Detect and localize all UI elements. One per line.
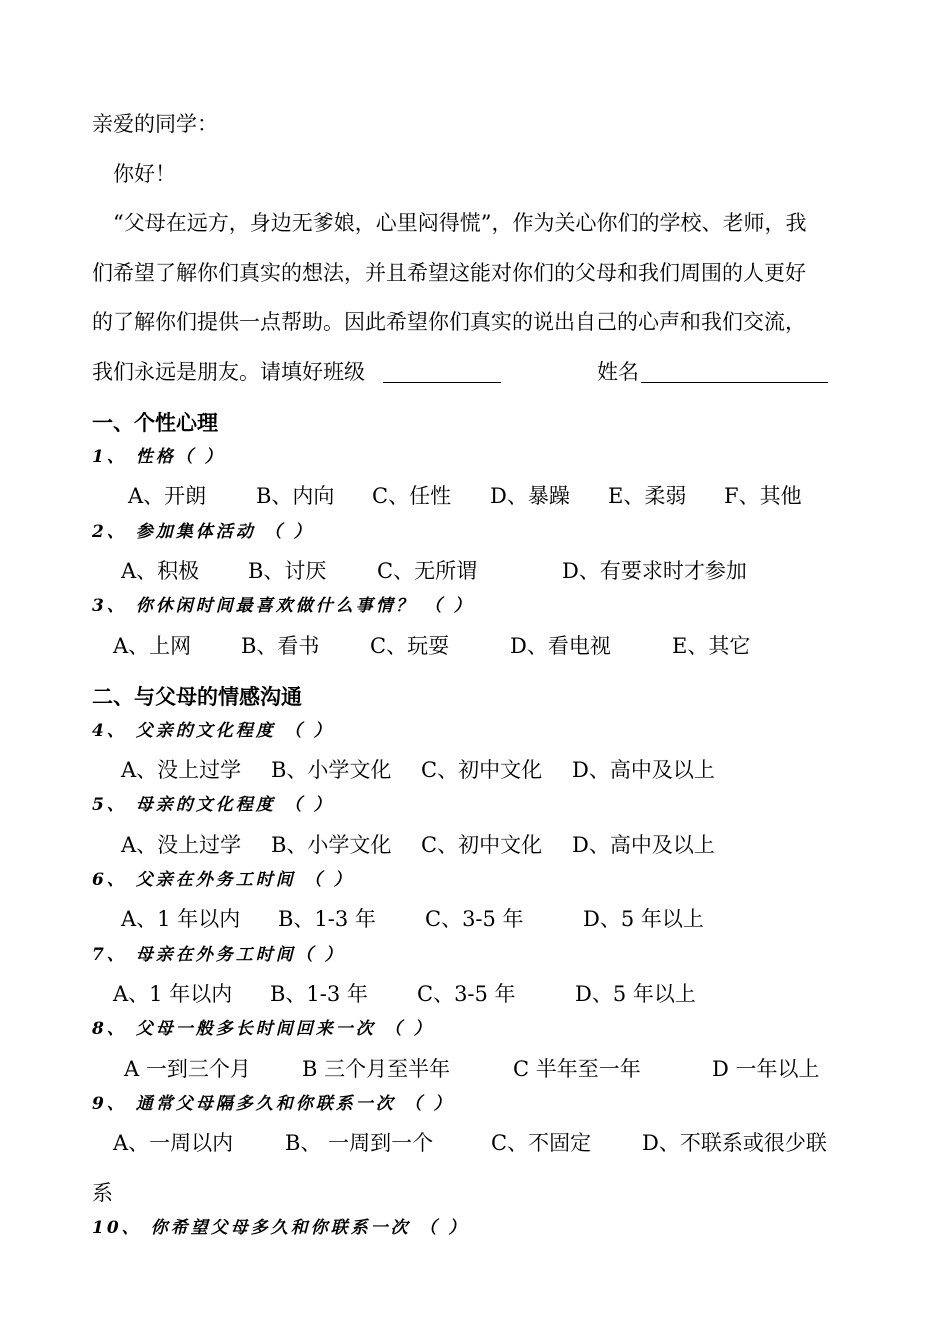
q5-option-a[interactable]: A、没上过学: [121, 833, 242, 857]
q8-option-c[interactable]: C 半年至一年: [513, 1057, 641, 1081]
q7-option-d[interactable]: D、5 年以上: [575, 982, 696, 1006]
q3-option-b[interactable]: B、看书: [241, 634, 320, 658]
q4-option-b[interactable]: B、小学文化: [271, 758, 392, 782]
q3-option-a[interactable]: A、上网: [113, 634, 192, 658]
q1-option-e[interactable]: E、柔弱: [608, 484, 687, 508]
q9-option-d[interactable]: D、不联系或很少联: [642, 1131, 827, 1155]
q1-option-c[interactable]: C、任性: [372, 484, 452, 508]
question-4-label: 4、 父亲的文化程度 （ ）: [92, 721, 334, 741]
q7-option-b[interactable]: B、1-3 年: [270, 982, 368, 1006]
q5-option-c[interactable]: C、初中文化: [421, 833, 543, 857]
question-10-label: 10、 你希望父母多久和你联系一次 （ ）: [92, 1218, 469, 1238]
q3-option-e[interactable]: E、其它: [672, 634, 751, 658]
q4-option-a[interactable]: A、没上过学: [121, 758, 242, 782]
name-label: 姓名: [597, 360, 639, 384]
q1-option-b[interactable]: B、内向: [256, 484, 335, 508]
q3-option-d[interactable]: D、看电视: [510, 634, 611, 658]
q5-option-b[interactable]: B、小学文化: [271, 833, 392, 857]
q8-option-a[interactable]: A 一到三个月: [124, 1057, 251, 1081]
q9-option-b[interactable]: B、 一周到一个: [285, 1131, 434, 1155]
q1-option-d[interactable]: D、暴躁: [490, 484, 570, 508]
q2-option-d[interactable]: D、有要求时才参加: [562, 559, 747, 583]
q3-option-c[interactable]: C、玩耍: [370, 634, 450, 658]
question-9-label: 9、 通常父母隔多久和你联系一次 （ ）: [92, 1094, 454, 1114]
q6-option-d[interactable]: D、5 年以上: [583, 907, 704, 931]
q9-option-d-wrap: 系: [92, 1181, 113, 1205]
q6-option-a[interactable]: A、1 年以内: [121, 907, 241, 931]
question-3-label: 3、 你休闲时间最喜欢做什么事情？ （ ）: [92, 596, 474, 616]
question-2-label: 2、 参加集体活动 （ ）: [92, 522, 314, 542]
q6-option-b[interactable]: B、1-3 年: [278, 907, 376, 931]
q2-option-b[interactable]: B、讨厌: [248, 559, 327, 583]
q2-option-a[interactable]: A、积极: [121, 559, 200, 583]
hello: 你好！: [113, 162, 176, 186]
q8-option-d[interactable]: D 一年以上: [712, 1057, 820, 1081]
greeting: 亲爱的同学：: [92, 112, 218, 136]
letter-line-4: 我们永远是朋友。请填好班级: [92, 360, 365, 384]
letter-line-2: 们希望了解你们真实的想法，并且希望这能对你们的父母和我们周围的人更好: [92, 261, 806, 285]
letter-line-3: 的了解你们提供一点帮助。因此希望你们真实的说出自己的心声和我们交流，: [92, 310, 806, 334]
question-8-label: 8、 父母一般多长时间回来一次 （ ）: [92, 1019, 434, 1039]
class-blank[interactable]: [383, 362, 501, 383]
q8-option-b[interactable]: B 三个月至半年: [302, 1057, 451, 1081]
question-1-label: 1、 性格（ ）: [92, 447, 225, 467]
q9-option-c[interactable]: C、不固定: [491, 1131, 592, 1155]
q6-option-c[interactable]: C、3-5 年: [425, 907, 524, 931]
question-7-label: 7、 母亲在外务工时间（ ）: [92, 945, 345, 965]
name-blank[interactable]: [641, 362, 828, 383]
section-1-title: 一、个性心理: [92, 410, 218, 435]
question-5-label: 5、 母亲的文化程度 （ ）: [92, 795, 334, 815]
q9-option-a[interactable]: A、一周以内: [113, 1131, 234, 1155]
q7-option-c[interactable]: C、3-5 年: [417, 982, 516, 1006]
letter-line-1: “父母在远方，身边无爹娘，心里闷得慌”，作为关心你们的学校、老师，我: [113, 211, 807, 235]
q4-option-c[interactable]: C、初中文化: [421, 758, 543, 782]
q1-option-a[interactable]: A、开朗: [128, 484, 207, 508]
q7-option-a[interactable]: A、1 年以内: [113, 982, 233, 1006]
q2-option-c[interactable]: C、无所谓: [377, 559, 478, 583]
q4-option-d[interactable]: D、高中及以上: [572, 758, 715, 782]
q5-option-d[interactable]: D、高中及以上: [572, 833, 715, 857]
section-2-title: 二、与父母的情感沟通: [92, 684, 302, 709]
question-6-label: 6、 父亲在外务工时间 （ ）: [92, 870, 354, 890]
q1-option-f[interactable]: F、其他: [724, 484, 802, 508]
